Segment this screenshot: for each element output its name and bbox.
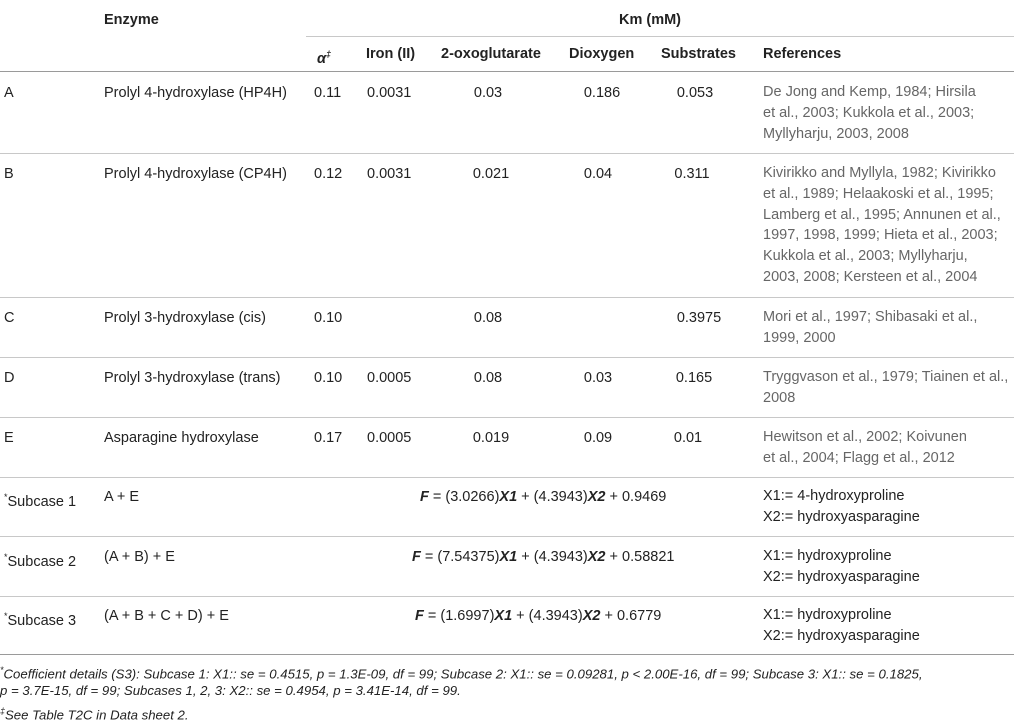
row-oxoglutarate: 0.03 (473, 85, 503, 101)
row-enzyme: Prolyl 3-hydroxylase (cis) (104, 310, 266, 326)
subcase-formula: F = (7.54375)X1 + (4.3943)X2 + 0.58821 (412, 549, 675, 565)
subcase-formula: F = (3.0266)X1 + (4.3943)X2 + 0.9469 (420, 489, 667, 505)
row-divider (0, 297, 1014, 298)
row-id: B (4, 166, 14, 182)
row-substrates: 0.01 (673, 430, 703, 446)
subcase-variables: X1:= 4-hydroxyproline X2:= hydroxyasparagine (763, 488, 920, 525)
row-iron: 0.0031 (367, 166, 412, 182)
subcase-variables: X1:= hydroxyproline X2:= hydroxyasparagine (763, 607, 920, 644)
footnote-coefficients-cont: p = 3.7E-15, df = 99; Subcases 1, 2, 3: X2:: se = 0.4954, p = 3.41E-14, df = 99. (0, 683, 461, 698)
header-dioxygen: Dioxygen (569, 46, 635, 62)
row-id: E (4, 430, 14, 446)
subcase-label: *Subcase 2 (4, 552, 77, 570)
row-dioxygen: 0.03 (583, 370, 613, 386)
row-references: Mori et al., 1997; Shibasaki et al., 1999, 2000 (763, 309, 978, 346)
row-substrates: 0.165 (675, 370, 713, 386)
row-substrates: 0.053 (676, 85, 714, 101)
row-divider (0, 477, 1014, 478)
row-dioxygen: 0.09 (583, 430, 613, 446)
row-iron: 0.0031 (367, 85, 412, 101)
footnote-coefficients: *Coefficient details (S3): Subcase 1: X1:: se = 0.4515, p = 1.3E-09, df = 99; Subcase 2: X1:: se = 0.09281, p < 2.00E-16, df = 99; Subcase 3: X1:: se = 0.1825, (0, 665, 923, 682)
subcase-combo: (A + B) + E (104, 549, 175, 565)
row-enzyme: Prolyl 4-hydroxylase (CP4H) (104, 166, 287, 182)
subcase-label: *Subcase 3 (4, 611, 77, 629)
row-references: Kivirikko and Myllyla, 1982; Kivirikko et al., 1989; Helaakoski et al., 1995; Lamberg et al., 1995; Annunen et al., 1997, 1998, 1999; Hieta et al., 2003; Kukkola et al., 2003; Myllyharju, 2003, 2008; Kersteen et al., 2004 (763, 165, 1001, 285)
row-oxoglutarate: 0.08 (473, 310, 503, 326)
km-header-rule (306, 36, 1014, 37)
row-alpha: 0.12 (314, 166, 343, 182)
row-iron: 0.0005 (367, 430, 412, 446)
row-id: A (4, 85, 14, 101)
row-references: Hewitson et al., 2002; Koivunen et al., 2004; Flagg et al., 2012 (763, 429, 967, 466)
row-divider (0, 417, 1014, 418)
header-rule (0, 71, 1014, 72)
subcase-label: *Subcase 1 (4, 492, 77, 510)
row-oxoglutarate: 0.08 (473, 370, 503, 386)
row-substrates: 0.3975 (676, 310, 722, 326)
table-bottom-rule (0, 654, 1014, 655)
header-oxoglutarate: 2-oxoglutarate (441, 46, 541, 62)
row-id: C (4, 310, 15, 326)
header-alpha: α‡ (317, 49, 332, 67)
subcase-combo: A + E (104, 489, 140, 505)
header-references: References (763, 46, 842, 62)
row-iron: 0.0005 (367, 370, 412, 386)
row-alpha: 0.10 (314, 310, 343, 326)
subcase-combo: (A + B + C + D) + E (104, 608, 229, 624)
row-dioxygen: 0.04 (583, 166, 613, 182)
row-divider (0, 596, 1014, 597)
row-enzyme: Asparagine hydroxylase (104, 430, 259, 446)
header-km: Km (mM) (618, 12, 682, 28)
row-dioxygen: 0.186 (583, 85, 621, 101)
row-substrates: 0.311 (674, 166, 710, 182)
row-divider (0, 153, 1014, 154)
row-oxoglutarate: 0.019 (472, 430, 510, 446)
row-alpha: 0.10 (314, 370, 343, 386)
row-alpha: 0.17 (314, 430, 343, 446)
subcase-formula: F = (1.6997)X1 + (4.3943)X2 + 0.6779 (415, 608, 662, 624)
row-divider (0, 536, 1014, 537)
footnote-alpha: ‡See Table T2C in Data sheet 2. (0, 706, 189, 723)
subcase-variables: X1:= hydroxyproline X2:= hydroxyasparagine (763, 548, 920, 585)
header-iron: Iron (II) (366, 46, 416, 62)
row-oxoglutarate: 0.021 (472, 166, 510, 182)
row-references: De Jong and Kemp, 1984; Hirsila et al., 2003; Kukkola et al., 2003; Myllyharju, 2003, 2008 (763, 84, 976, 142)
row-divider (0, 357, 1014, 358)
row-enzyme: Prolyl 4-hydroxylase (HP4H) (104, 85, 287, 101)
row-enzyme: Prolyl 3-hydroxylase (trans) (104, 370, 281, 386)
row-id: D (4, 370, 15, 386)
header-enzyme: Enzyme (104, 12, 159, 28)
header-substrates: Substrates (661, 46, 736, 62)
row-references: Tryggvason et al., 1979; Tiainen et al., 2008 (763, 369, 1009, 406)
row-alpha: 0.11 (314, 85, 342, 101)
